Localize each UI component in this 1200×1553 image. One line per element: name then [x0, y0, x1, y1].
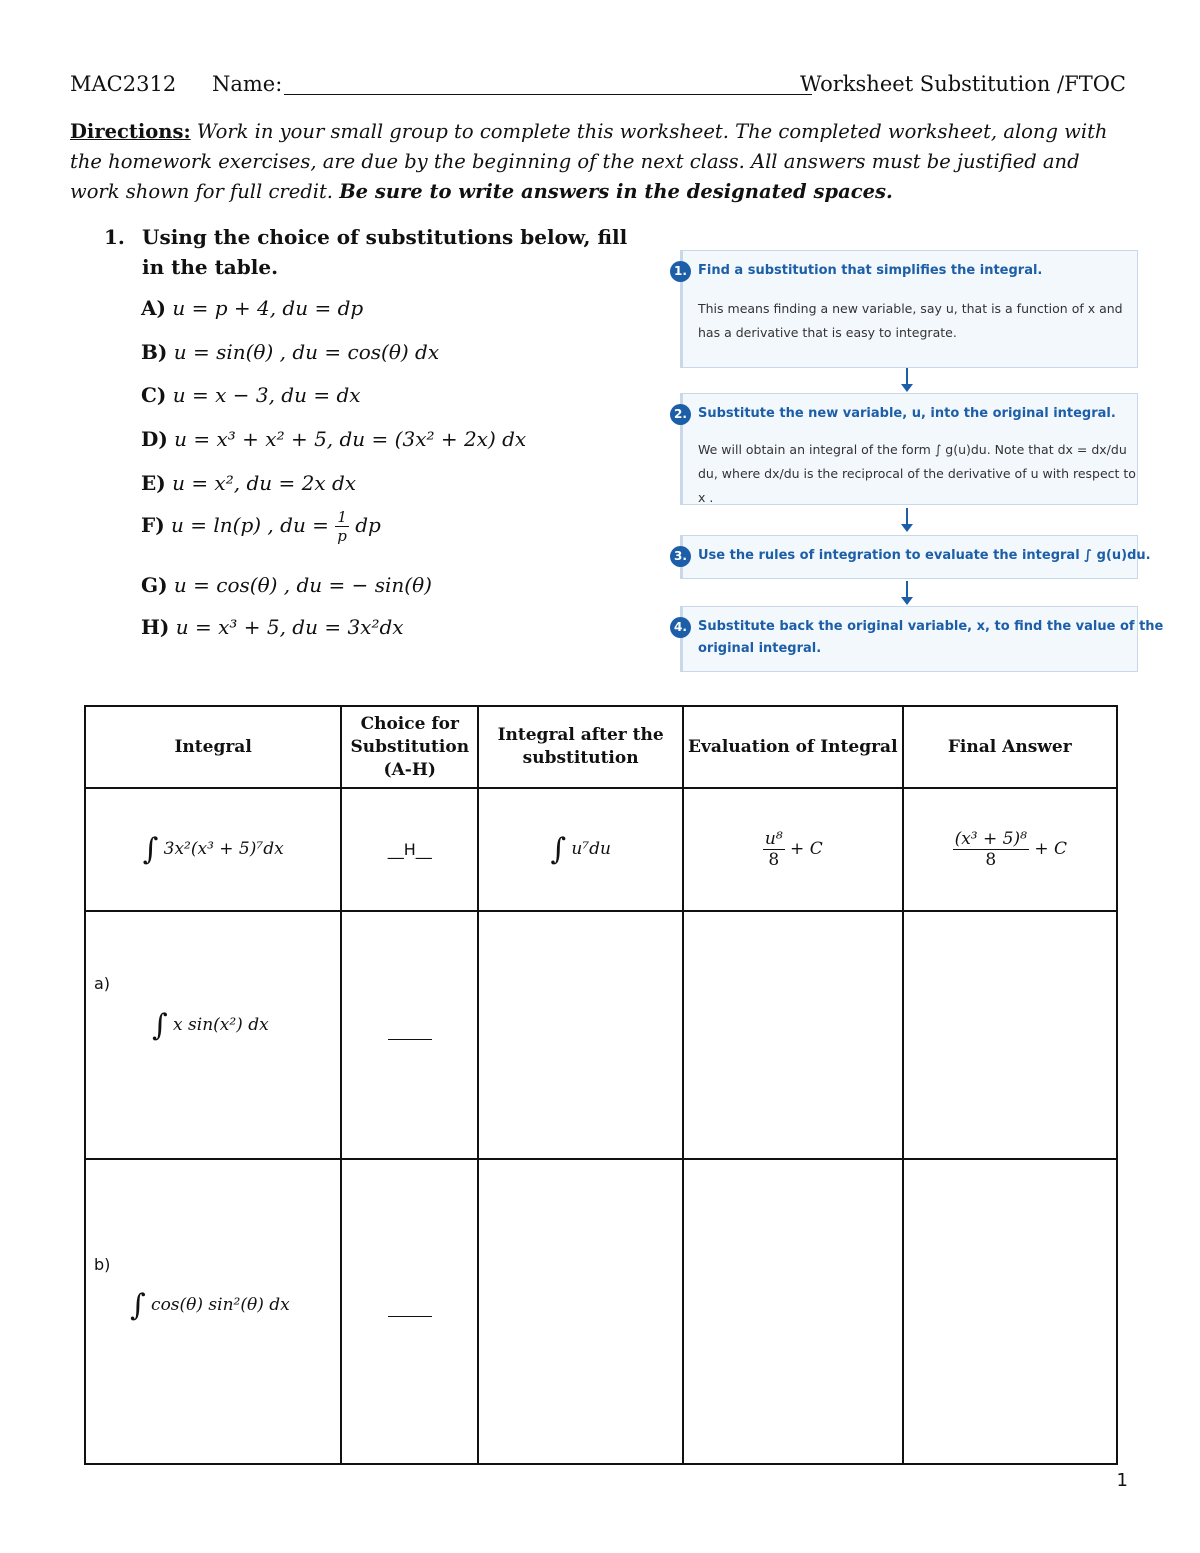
row-b-integral: [130, 1288, 290, 1323]
step-title: Substitute back the original variable, x, to find the value of the: [698, 619, 1164, 634]
choice-label: F): [141, 513, 165, 537]
row-a-integral: [152, 1008, 269, 1043]
name-label: Name:: [212, 72, 283, 96]
table-row-example: [85, 788, 1117, 911]
example-final-cell: [903, 788, 1117, 911]
choice-label: G): [141, 573, 168, 597]
choice-expression-tail: dp: [355, 513, 381, 537]
step-body: original integral.: [698, 641, 822, 656]
choice-blank[interactable]: [388, 1304, 432, 1317]
choice-expression: u = x³ + 5, du = 3x²dx: [175, 615, 404, 639]
integral-expression: x sin(x²) dx: [173, 1015, 269, 1035]
down-arrow-icon: [906, 368, 908, 386]
step-number-badge: 3.: [670, 546, 691, 567]
table-row-a: [85, 911, 1117, 1159]
flow-step-1: [674, 250, 1138, 368]
worksheet-title: Worksheet Substitution /FTOC: [799, 72, 1126, 96]
final-constant: + C: [1034, 839, 1067, 859]
choice-d: [141, 427, 526, 451]
example-after-cell: [478, 788, 683, 911]
choice-expression: u = ln(p) , du =: [171, 513, 336, 537]
step-number-badge: 4.: [670, 617, 691, 638]
flow-step-4: [674, 606, 1164, 672]
directions-label: Directions:: [70, 120, 191, 143]
integral-sign-icon: ∫: [550, 832, 566, 867]
choice-b: [141, 340, 439, 364]
row-a-eval-cell[interactable]: [683, 911, 903, 1159]
header-integral: Integral: [85, 706, 341, 788]
table-row-b: [85, 1159, 1117, 1464]
choice-expression: u = x², du = 2x dx: [172, 471, 357, 495]
example-choice: __H__: [387, 839, 432, 859]
down-arrow-icon: [906, 581, 908, 599]
header-evaluation: Evaluation of Integral: [683, 706, 903, 788]
eval-fraction: [763, 829, 785, 870]
choice-label: H): [141, 615, 170, 639]
choice-f: [141, 508, 381, 545]
row-b-integral-cell: [85, 1159, 341, 1464]
row-a-after-cell[interactable]: [478, 911, 683, 1159]
integral-expression: cos(θ) sin²(θ) dx: [151, 1295, 290, 1315]
after-expression: u⁷du: [571, 839, 611, 859]
choice-label: A): [141, 296, 166, 320]
page-header: [70, 72, 1126, 102]
flow-step-2: [674, 393, 1138, 505]
integral-sign-icon: ∫: [152, 1008, 168, 1043]
table-header-row: [85, 706, 1117, 788]
choice-label: B): [141, 340, 168, 364]
choice-expression: u = cos(θ) , du = − sin(θ): [173, 573, 432, 597]
choice-expression: u = x³ + x² + 5, du = (3x² + 2x) dx: [174, 427, 527, 451]
choice-expression: u = p + 4, du = dp: [172, 296, 364, 320]
choice-c: [141, 383, 361, 407]
row-b-after-cell[interactable]: [478, 1159, 683, 1464]
final-denominator: 8: [985, 850, 997, 870]
row-label: a): [94, 974, 111, 993]
header-choice: Choice for Substitution (A-H): [341, 706, 478, 788]
substitution-table: [84, 705, 1118, 1465]
step-title: Use the rules of integration to evaluate the integral ∫ g(u)du.: [698, 548, 1151, 563]
step-title: Substitute the new variable, u, into the original integral.: [698, 406, 1116, 421]
fraction-numerator: 1: [337, 508, 347, 526]
row-a-choice-cell[interactable]: [341, 911, 478, 1159]
choice-expression: u = sin(θ) , du = cos(θ) dx: [173, 340, 440, 364]
row-b-eval-cell[interactable]: [683, 1159, 903, 1464]
down-arrow-icon: [906, 508, 908, 526]
step-number-badge: 2.: [670, 404, 691, 425]
eval-denominator: 8: [768, 850, 780, 870]
example-integral: [142, 832, 284, 867]
choice-h: [141, 615, 404, 639]
row-b-choice-cell[interactable]: [341, 1159, 478, 1464]
directions-emphasis: Be sure to write answers in the designated spaces.: [339, 180, 893, 203]
final-numerator: (x³ + 5)⁸: [954, 829, 1027, 849]
question-text: Using the choice of substitutions below, fill in the table.: [142, 225, 628, 279]
row-a-final-cell[interactable]: [903, 911, 1117, 1159]
step-body: This means finding a new variable, say u, that is a function of x and has a derivative that is easy to integrate.: [698, 301, 1123, 340]
example-eval-cell: [683, 788, 903, 911]
step-number-badge: 1.: [670, 261, 691, 282]
row-b-final-cell[interactable]: [903, 1159, 1117, 1464]
choice-blank[interactable]: [388, 1027, 432, 1040]
example-choice-cell: [341, 788, 478, 911]
choice-label: C): [141, 383, 167, 407]
example-integral-cell: [85, 788, 341, 911]
eval-constant: + C: [790, 839, 823, 859]
course-code: MAC2312: [70, 72, 177, 96]
choice-a: [141, 296, 363, 320]
question-number: 1.: [104, 225, 125, 249]
example-after: [550, 832, 611, 867]
integral-sign-icon: ∫: [130, 1288, 146, 1323]
row-a-integral-cell: [85, 911, 341, 1159]
fraction-denominator: p: [337, 527, 347, 545]
choice-label: E): [141, 471, 166, 495]
header-after-substitution: Integral after the substitution: [478, 706, 683, 788]
choice-e: [141, 471, 356, 495]
choice-g: [141, 573, 432, 597]
name-blank-line[interactable]: [284, 94, 812, 95]
integral-expression: 3x²(x³ + 5)⁷dx: [163, 839, 284, 859]
choice-expression: u = x − 3, du = dx: [172, 383, 361, 407]
header-final-answer: Final Answer: [903, 706, 1117, 788]
flow-step-3: [674, 535, 1151, 579]
directions: [70, 117, 1130, 207]
step-title: Find a substitution that simplifies the integral.: [698, 263, 1043, 278]
eval-numerator: u⁸: [764, 829, 783, 849]
final-fraction: [953, 829, 1029, 870]
fraction: [335, 508, 349, 545]
directions-text: Work in your small group to complete this worksheet. The completed worksheet, along with the homework exercises, are due by the beginning of the next class. All answers must be justified and work shown for full credit.: [70, 120, 1108, 203]
page-number: 1: [1116, 1470, 1128, 1491]
row-label: b): [94, 1255, 111, 1274]
choice-label: D): [141, 427, 168, 451]
integral-sign-icon: ∫: [142, 832, 159, 867]
step-body: We will obtain an integral of the form ∫ g(u)du. Note that dx = dx/du du, where dx/du is the reciprocal of the derivative of u with respect to x .: [698, 442, 1136, 505]
